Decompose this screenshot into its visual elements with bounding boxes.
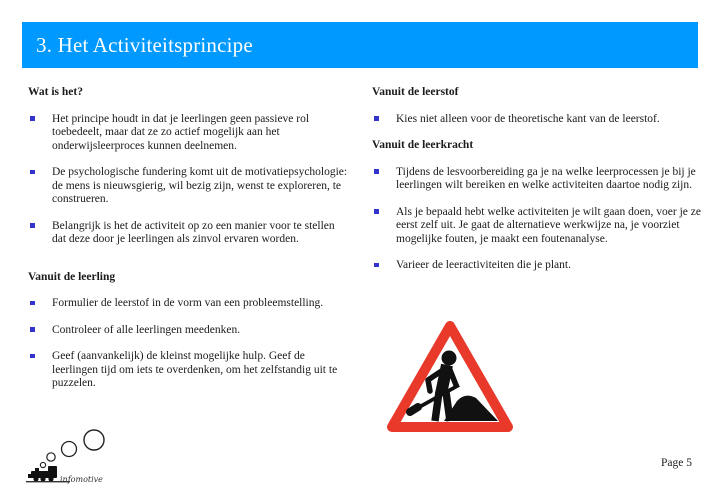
list-item	[28, 350, 350, 391]
bullet-text: Formulier de leerstof in de vorm van een probleemstelling.	[52, 297, 324, 309]
road-works-sign-icon	[383, 317, 517, 437]
section-heading-vanuit-de-leerstof: Vanuit de leerstof	[372, 86, 459, 98]
locomotive-logo	[24, 428, 134, 486]
list-item	[28, 220, 350, 247]
bullet-text: Controleer of alle leerlingen meedenken.	[52, 323, 241, 336]
list-item	[372, 206, 706, 247]
slide-title: 3. Het Activiteitsprincipe	[36, 32, 253, 57]
bullet-text: Tijdens de lesvoorbereiding ga je na welke leerprocessen je bij je leerlingen wilt bereiken en welke activiteiten daartoe nodig zijn.	[396, 165, 696, 191]
bullet-square-icon	[28, 166, 52, 207]
bullet-square-icon	[28, 220, 52, 247]
bullet-square-icon	[372, 113, 396, 127]
right-column	[372, 86, 706, 286]
bullet-text: Als je bepaald hebt welke activiteiten je wilt gaan doen, voer je ze eerst zelf uit. Je gaat de alternatieve werkwijze na, je voorziet mogelijke fouten, je maakt een foutenanalyse.	[396, 205, 701, 245]
bullet-square-icon	[372, 259, 396, 273]
section-heading-wat-is-het: Wat is het?	[28, 86, 83, 98]
section-heading-vanuit-de-leerling: Vanuit de leerling	[28, 270, 116, 283]
page-number: Page 5	[661, 457, 692, 469]
bullet-text: Het principe houdt in dat je leerlingen geen passieve rol toebedeelt, maar dat ze zo actief mogelijk aan het onderwijsleerproces kunnen deelnemen.	[52, 112, 310, 152]
logo-wordmark: infomotive	[60, 475, 103, 484]
list-item	[28, 297, 350, 311]
list-item	[28, 324, 350, 338]
section-heading-vanuit-de-leerkracht: Vanuit de leerkracht	[372, 139, 474, 151]
list-item	[28, 166, 350, 207]
bullet-square-icon	[372, 166, 396, 193]
list-item	[372, 113, 706, 127]
bullet-text: De psychologische fundering komt uit de motivatiepsychologie: de mens is nieuwsgierig, wil bezig zijn, wenst te exploreren, te construeren.	[52, 166, 348, 205]
list-item	[372, 259, 706, 273]
bullet-square-icon	[28, 350, 52, 391]
bullet-text: Belangrijk is het de activiteit op zo een manier voor te stellen dat deze door je leerlingen als zinvol ervaren worden.	[52, 219, 335, 245]
bullet-text: Varieer de leeractiviteiten die je plant.	[396, 259, 571, 271]
bullet-square-icon	[372, 206, 396, 247]
bullet-square-icon	[28, 113, 52, 154]
bullet-square-icon	[28, 297, 52, 311]
bullet-text: Kies niet alleen voor de theoretische kant van de leerstof.	[396, 112, 660, 125]
title-bar	[22, 22, 698, 68]
bullet-square-icon	[28, 324, 52, 338]
left-column	[28, 86, 350, 404]
list-item	[372, 166, 706, 193]
bullet-text: Geef (aanvankelijk) de kleinst mogelijke hulp. Geef de leerlingen tijd om iets te overdenken, om het zelfstandig uit te puzzelen.	[52, 350, 338, 389]
list-item	[28, 113, 350, 154]
